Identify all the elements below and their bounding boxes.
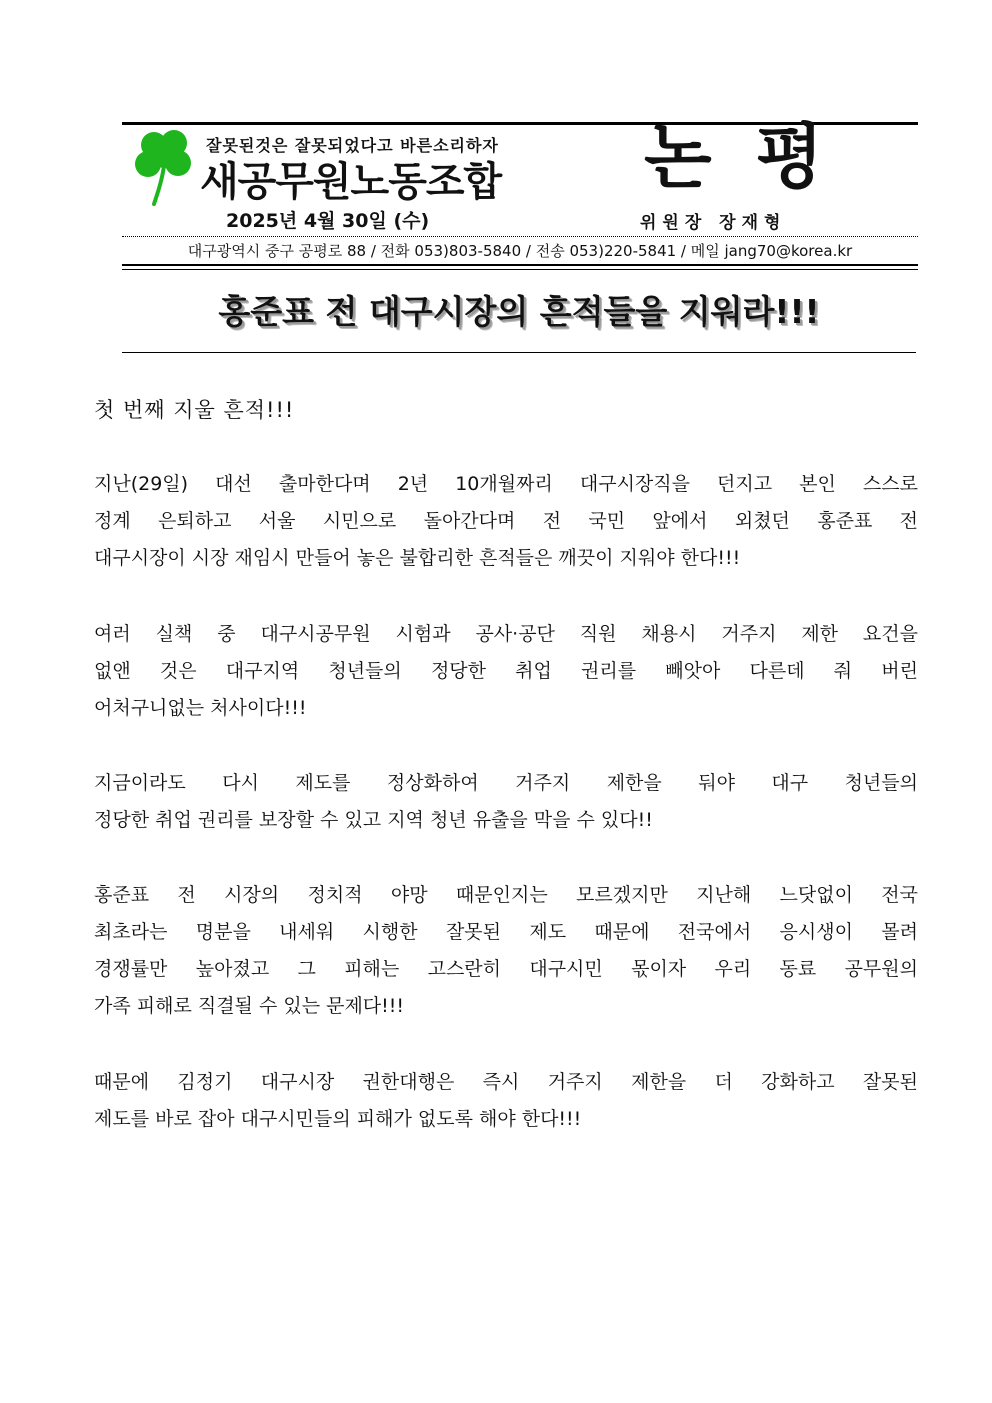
issue-date: 2025년 4월 30일 (수) [226,210,430,232]
paragraph-line: 대구시장이 시장 재임시 만들어 놓은 불합리한 흔적들은 깨끗이 지워야 한다!!! [94,547,741,569]
paragraph-line: 여러 실책 중 대구시공무원 시험과 공사·공단 직원 채용시 거주지 제한 요건을 [94,623,918,645]
paragraph-line: 홍준표 전 시장의 정치적 야망 때문인지는 모르겠지만 지난해 느닷없이 전국 [94,884,918,906]
title-underline [122,352,916,353]
chairperson: 위원장 장재형 [640,213,787,233]
header-dotted-rule [122,236,918,237]
header-bottom-rule-2 [122,269,918,270]
paragraph-line: 최초라는 명분을 내세워 시행한 잘못된 제도 때문에 전국에서 응시생이 몰려 [94,921,918,943]
paragraph-line: 어처구니없는 처사이다!!! [94,697,307,719]
union-name: 새공무원노동조합 [200,159,502,205]
paragraph-2 [94,616,918,727]
paragraph-1 [94,466,918,577]
paragraph-line: 때문에 김정기 대구시장 권한대행은 즉시 거주지 제한을 더 강화하고 잘못된 [94,1071,918,1093]
paragraph-5 [94,1064,918,1138]
paragraph-3 [94,765,918,839]
paragraph-line: 정계 은퇴하고 서울 시민으로 돌아간다며 전 국민 앞에서 외쳤던 홍준표 전 [94,510,918,532]
document-type: 논평 [644,116,868,198]
section-heading: 첫 번째 지울 흔적!!! [94,398,295,422]
paragraph-line: 정당한 취업 권리를 보장할 수 있고 지역 청년 유출을 막을 수 있다!! [94,809,653,831]
header-bottom-rule [122,264,918,266]
paragraph-line: 가족 피해로 직결될 수 있는 문제다!!! [94,995,405,1017]
paragraph-line: 경쟁률만 높아졌고 그 피해는 고스란히 대구시민 몫이자 우리 동료 공무원의 [94,958,918,980]
paragraph-line: 제도를 바로 잡아 대구시민들의 피해가 없도록 해야 한다!!! [94,1108,582,1130]
contact-info: 대구광역시 중구 공평로 88 / 전화 053)803-5840 / 전송 053)220-5841 / 메일 jang70@korea.kr [187,242,853,260]
clover-icon [134,128,194,206]
paragraph-line: 지금이라도 다시 제도를 정상화하여 거주지 제한을 둬야 대구 청년들의 [94,772,918,794]
paragraph-4 [94,877,918,1025]
union-slogan: 잘못된것은 잘못되었다고 바른소리하자 [206,136,499,155]
document-title: 홍준표 전 대구시장의 흔적들을 지워라!!! [218,292,820,331]
paragraph-line: 지난(29일) 대선 출마한다며 2년 10개월짜리 대구시장직을 던지고 본인 스스로 [94,473,918,495]
paragraph-line: 없앤 것은 대구지역 청년들의 정당한 취업 권리를 빼앗아 다른데 줘 버린 [94,660,918,682]
